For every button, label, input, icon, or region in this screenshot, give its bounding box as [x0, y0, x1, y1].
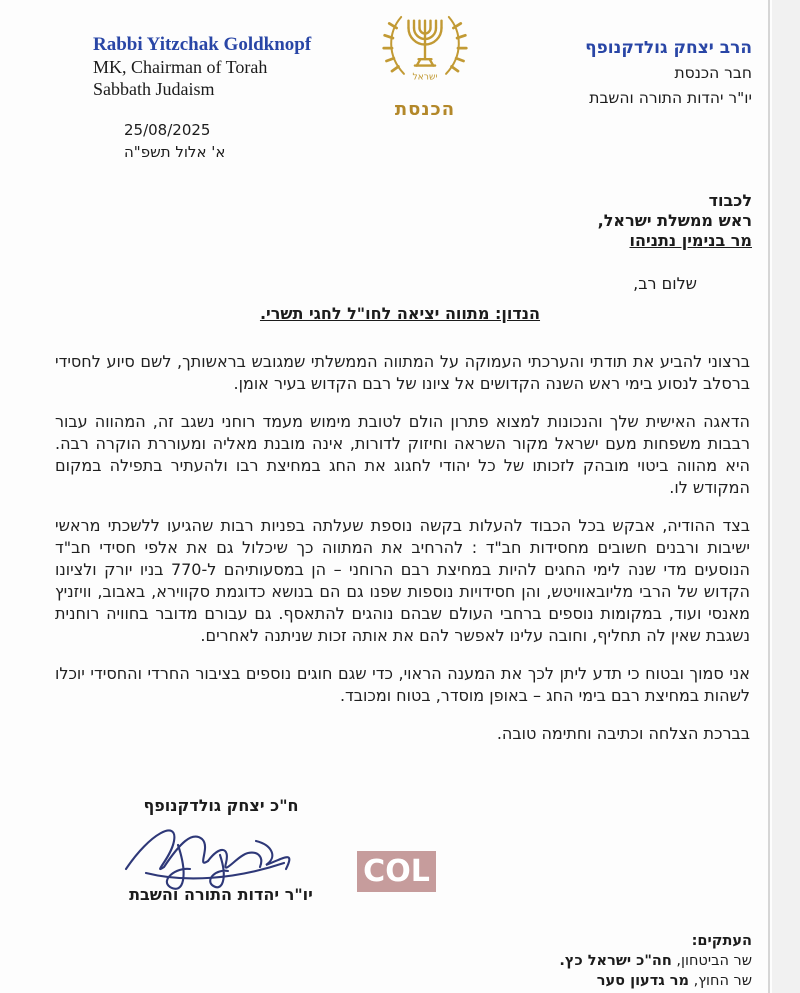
paper-edge-line	[768, 0, 770, 993]
recipient-salutation: לכבוד	[708, 191, 752, 210]
paragraph-4: אני סמוך ובטוח כי תדע ליתן לכך את המענה הראוי, כדי שגם חוגים נוספים בציבור החרדי והחסידי יוכלו לשהות במחיצת רבם בימי החג – באופן מוסדר, בטוח ומכובד.	[55, 664, 750, 705]
date-block	[124, 119, 225, 163]
letterhead-hebrew	[585, 36, 752, 111]
paper-edge-strip	[772, 0, 800, 993]
sender-title-hebrew-line1: חבר הכנסת	[674, 64, 752, 82]
copies-name-1: חה"כ ישראל כץ.	[559, 953, 672, 969]
letter-body	[55, 351, 750, 745]
closing-blessing: בברכת הצלחה וכתיבה וחתימה טובה.	[496, 724, 750, 743]
copies-role-2: שר החוץ,	[688, 973, 752, 989]
sender-title-hebrew-line2: יו"ר יהדות התורה והשבת	[589, 89, 752, 107]
letterhead-english	[93, 34, 311, 100]
recipient-block	[598, 191, 752, 251]
subject-line: הנדון: מתווה יציאה לחו"ל לחגי תשרי.	[259, 304, 541, 323]
recipient-name: מר בנימין נתניהו	[629, 231, 752, 250]
signature-title: יו"ר יהדות התורה והשבת	[129, 885, 313, 904]
date-hebrew: א' אלול תשפ"ה	[124, 143, 226, 161]
knesset-menorah-icon	[379, 6, 471, 94]
copies-role-1: שר הביטחון,	[671, 953, 752, 969]
sender-name-english: Rabbi Yitzchak Goldknopf	[93, 34, 312, 55]
emblem-israel-label: ישראל	[412, 71, 438, 83]
col-watermark-label: COL	[363, 853, 430, 889]
sender-title-english-line2: Sabbath Judaism	[93, 79, 215, 99]
copies-name-2: מר גדעון סער	[596, 973, 689, 989]
date-gregorian: 25/08/2025	[124, 121, 211, 139]
copies-block	[559, 931, 752, 991]
copies-heading: העתקים:	[691, 933, 752, 949]
recipient-role: ראש ממשלת ישראל,	[597, 211, 752, 230]
signature-block	[92, 796, 350, 904]
paragraph-3: בצד ההודיה, אבקש בכל הכבוד להעלות בקשה נוספת שעלתה בפניות רבות שהגיעו ללשכתי מראשי ישיבות ורבנים חשובים מחסידות חב"ד : להרחיב את המתווה כך שיכלול גם את אלפי חסידי חב"ד הנוסעים מדי שנה לימי החגים להיות במחיצת רבם הרוחני – הן במסעותיהם ל-770 בניו יורק ולציונו הקדוש של הרבי מליובאוויטש, והן חסידויות נוספות שפנו גם הם בנושא כדוגמת סקווירא, באבוב, וויזניץ מאנסי ועוד, במקומות נוספים ברחבי העולם שבהם נוהגים להתאסף. גם עבורם מדובר בחוויה רוחנית נשגבת שאין לה תחליף, וחובה עלינו לאפשר להם את אותה זכות שניתנה לאחרים.	[55, 516, 750, 645]
copies-item-foreign	[559, 971, 752, 991]
signature-name: ח"כ יצחק גולדקנופף	[143, 796, 299, 815]
paragraph-2: הדאגה האישית שלך והנכונות למצוא פתרון הולם לטובת מימוש מעמד רוחני נשגב זה, המהווה עבור רבבות משפחות מעם ישראל מקור השראה וחיזוק לדורות, אינה מובנת מאליה ומעוררת הוקרה רבה. היא מהווה ביטוי מובהק לזכותו של כל יהודי לחגוג את החג במחיצת רבו ולהעתיר בתפילה במקום המקודש לו.	[55, 412, 750, 497]
sender-name-hebrew: הרב יצחק גולדקנופף	[585, 38, 752, 58]
knesset-label: הכנסת	[394, 99, 456, 120]
paragraph-1: ברצוני להביע את תודתי והערכתי העמוקה על המתווה הממשלתי שמגובש בראשותך, לשם סיוע לחסידי ברסלב לנסוע בימי ראש השנה הקדושים אל ציונו של רבם הקדוש בעיר אומן.	[55, 352, 750, 393]
sender-title-english-line1: MK, Chairman of Torah	[93, 57, 268, 77]
col-watermark	[357, 851, 436, 892]
copies-item-defense	[559, 951, 752, 971]
greeting-line: שלום רב,	[633, 274, 697, 293]
knesset-emblem-block	[366, 6, 484, 120]
